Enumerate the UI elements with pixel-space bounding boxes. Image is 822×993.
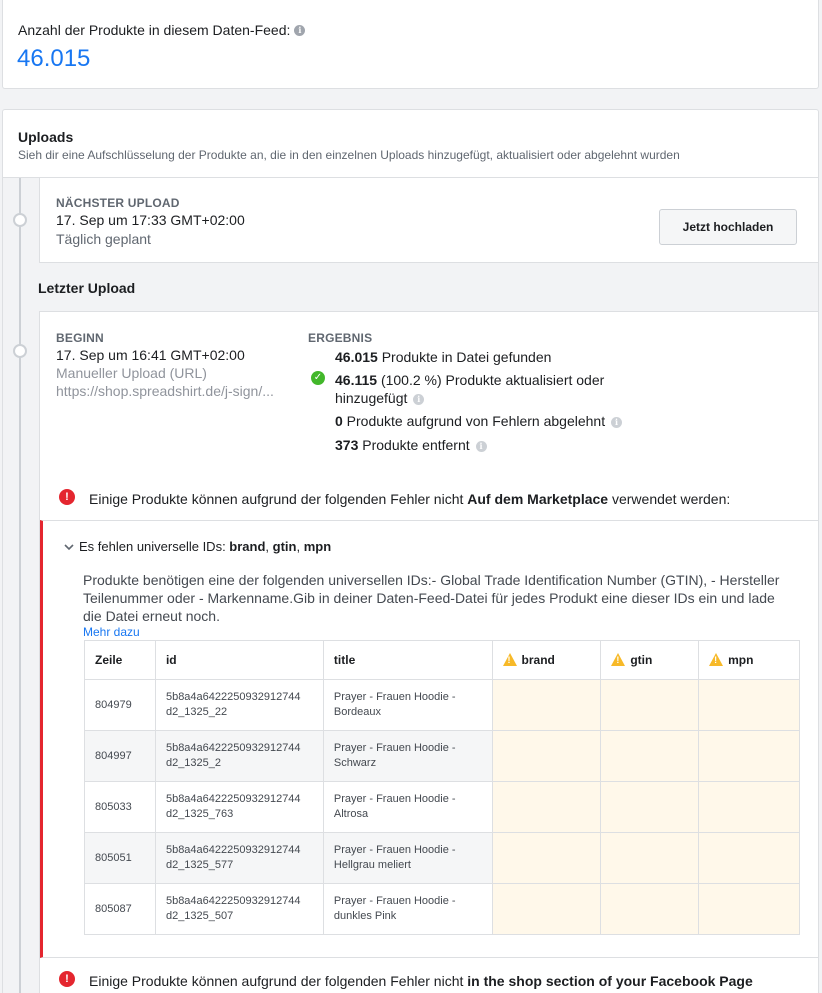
cell-title	[323, 884, 492, 935]
cell-id-line1: 5b8a4a6422250932912744	[165, 742, 301, 754]
cell-id-line1: 5b8a4a6422250932912744	[165, 844, 301, 856]
removed-count: 373	[335, 437, 359, 453]
cell-mpn-empty	[699, 782, 800, 833]
timeline-line	[19, 178, 21, 993]
removed-text: Produkte entfernt	[358, 437, 470, 453]
begin-date: 17. Sep um 16:41 GMT+02:00	[56, 347, 245, 363]
cell-brand-empty	[492, 833, 601, 884]
cell-title-line2: Schwarz	[333, 757, 377, 769]
cell-id	[155, 833, 323, 884]
timeline-dot-next	[13, 213, 27, 227]
rejected-count: 0	[335, 413, 343, 429]
cell-id	[155, 782, 323, 833]
cell-id-line1: 5b8a4a6422250932912744	[165, 895, 301, 907]
cell-mpn-empty	[699, 731, 800, 782]
error-icon: !	[59, 489, 75, 505]
cell-title-line1: Prayer - Frauen Hoodie -	[333, 844, 456, 856]
products-table	[84, 640, 800, 935]
upload-now-button[interactable]: Jetzt hochladen	[659, 209, 797, 245]
result-removed	[335, 436, 487, 454]
timeline-dot-last	[13, 344, 27, 358]
error-target: Auf dem Marketplace	[467, 491, 609, 507]
next-upload-panel	[39, 178, 818, 263]
cell-id	[155, 680, 323, 731]
feed-count-value: 46.015	[17, 45, 91, 72]
error2-prefix: Einige Produkte können aufgrund der folgenden Fehler nicht	[89, 973, 468, 989]
cell-zeile: 804979	[85, 680, 156, 731]
cell-title-line1: Prayer - Frauen Hoodie -	[333, 742, 456, 754]
upload-url[interactable]: https://shop.spreadshirt.de/j-sign/...	[56, 383, 274, 399]
cell-gtin-empty	[601, 884, 699, 935]
cell-title	[323, 731, 492, 782]
uploads-title: Uploads	[18, 129, 74, 145]
cell-title-line2: dunkles Pink	[333, 910, 397, 922]
error2-target: in the shop section of your Facebook Page	[467, 973, 753, 989]
missing-id-mpn: mpn	[303, 539, 332, 554]
cell-title	[323, 680, 492, 731]
upload-method: Manueller Upload (URL)	[56, 365, 207, 381]
column-header-gtin	[601, 641, 699, 680]
found-text: Produkte in Datei gefunden	[377, 349, 552, 365]
cell-id-line2: d2_1325_2	[165, 757, 222, 769]
cell-mpn-empty	[699, 884, 800, 935]
next-upload-date: 17. Sep um 17:33 GMT+02:00	[56, 212, 245, 228]
chevron-down-icon[interactable]	[63, 541, 75, 555]
rejected-text: Produkte aufgrund von Fehlern abgelehnt	[342, 413, 606, 429]
last-upload-title: Letzter Upload	[38, 280, 136, 296]
table-row	[85, 680, 800, 731]
info-icon[interactable]: i	[294, 25, 305, 36]
feed-count-card	[2, 0, 819, 89]
cell-zeile: 805051	[85, 833, 156, 884]
table-row	[85, 731, 800, 782]
error-icon: !	[59, 971, 75, 987]
cell-title	[323, 833, 492, 884]
column-header-id: id	[155, 641, 323, 680]
cell-id	[155, 731, 323, 782]
found-count: 46.015	[335, 349, 378, 365]
column-header-title: title	[323, 641, 492, 680]
table-header-row	[85, 641, 800, 680]
missing-id-brand: brand	[229, 539, 266, 554]
next-upload-caption: NÄCHSTER UPLOAD	[56, 196, 180, 210]
updated-text-2: hinzugefügt	[335, 390, 408, 406]
error-detail-panel	[40, 520, 818, 958]
updated-count: 46.115	[335, 372, 378, 388]
cell-title	[323, 782, 492, 833]
column-header-mpn-label: mpn	[728, 653, 754, 667]
cell-id-line2: d2_1325_763	[165, 808, 234, 820]
table-row	[85, 782, 800, 833]
warning-icon	[503, 653, 517, 666]
info-icon[interactable]: i	[413, 394, 424, 405]
cell-zeile: 804997	[85, 731, 156, 782]
uploads-subtitle: Sieh dir eine Aufschlüsselung der Produkte an, die in den einzelnen Uploads hinzugefügt, aktualisiert oder abgelehnt wurden	[18, 148, 680, 162]
info-icon[interactable]: i	[476, 441, 487, 452]
info-icon[interactable]: i	[611, 417, 622, 428]
cell-title-line2: Hellgrau meliert	[333, 859, 411, 871]
next-upload-schedule: Täglich geplant	[56, 231, 151, 247]
begin-caption: BEGINN	[56, 331, 104, 345]
cell-id-line2: d2_1325_507	[165, 910, 234, 922]
column-header-brand-label: brand	[521, 653, 555, 667]
result-caption: ERGEBNIS	[308, 331, 373, 345]
column-header-mpn	[699, 641, 800, 680]
cell-id-line2: d2_1325_577	[165, 859, 234, 871]
cell-gtin-empty	[601, 680, 699, 731]
feed-count-label: Anzahl der Produkte in diesem Daten-Feed:	[18, 22, 291, 38]
error-prefix: Einige Produkte können aufgrund der folgenden Fehler nicht	[89, 491, 468, 507]
missing-ids-toggle[interactable]: Es fehlen universelle IDs: brand, gtin, mpn	[79, 539, 332, 554]
missing-id-gtin: gtin	[272, 539, 297, 554]
cell-id-line1: 5b8a4a6422250932912744	[165, 691, 301, 703]
error-suffix: verwendet werden:	[608, 491, 731, 507]
cell-gtin-empty	[601, 833, 699, 884]
learn-more-link[interactable]: Mehr dazu	[83, 625, 140, 639]
cell-title-line2: Altrosa	[333, 808, 369, 820]
cell-title-line1: Prayer - Frauen Hoodie -	[333, 895, 456, 907]
cell-brand-empty	[492, 884, 601, 935]
cell-title-line1: Prayer - Frauen Hoodie -	[333, 793, 456, 805]
missing-ids-prefix: Es fehlen universelle IDs:	[79, 539, 230, 554]
check-circle-icon: ✓	[311, 371, 325, 385]
column-header-brand	[492, 641, 601, 680]
cell-id-line1: 5b8a4a6422250932912744	[165, 793, 301, 805]
column-header-gtin-label: gtin	[630, 653, 653, 667]
cell-id	[155, 884, 323, 935]
column-header-zeile: Zeile	[85, 641, 156, 680]
cell-zeile: 805033	[85, 782, 156, 833]
last-upload-panel	[39, 311, 818, 993]
cell-id-line2: d2_1325_22	[165, 706, 228, 718]
cell-brand-empty	[492, 680, 601, 731]
error-description: Produkte benötigen eine der folgenden universellen IDs:- Global Trade Identification Number (GTIN), - Hersteller Teilenummer oder - Markenname.Gib in deiner Daten-Feed-Datei für jedes Produkt eine dieser IDs ein und lade die Datei erneut noch.	[83, 572, 780, 624]
cell-brand-empty	[492, 782, 601, 833]
error-message-marketplace	[89, 491, 730, 507]
warning-icon	[611, 653, 625, 666]
cell-zeile: 805087	[85, 884, 156, 935]
error-message-shop-section	[89, 973, 789, 989]
result-found	[335, 348, 551, 366]
cell-title-line2: Bordeaux	[333, 706, 381, 718]
cell-mpn-empty	[699, 833, 800, 884]
warning-icon	[709, 653, 723, 666]
cell-gtin-empty	[601, 731, 699, 782]
table-row	[85, 833, 800, 884]
cell-gtin-empty	[601, 782, 699, 833]
table-row	[85, 884, 800, 935]
result-updated	[335, 371, 604, 407]
cell-title-line1: Prayer - Frauen Hoodie -	[333, 691, 456, 703]
feed-count-label-row	[18, 22, 305, 38]
cell-brand-empty	[492, 731, 601, 782]
result-rejected	[335, 412, 622, 430]
cell-mpn-empty	[699, 680, 800, 731]
uploads-card	[2, 109, 819, 993]
updated-text: (100.2 %) Produkte aktualisiert oder	[377, 372, 605, 388]
